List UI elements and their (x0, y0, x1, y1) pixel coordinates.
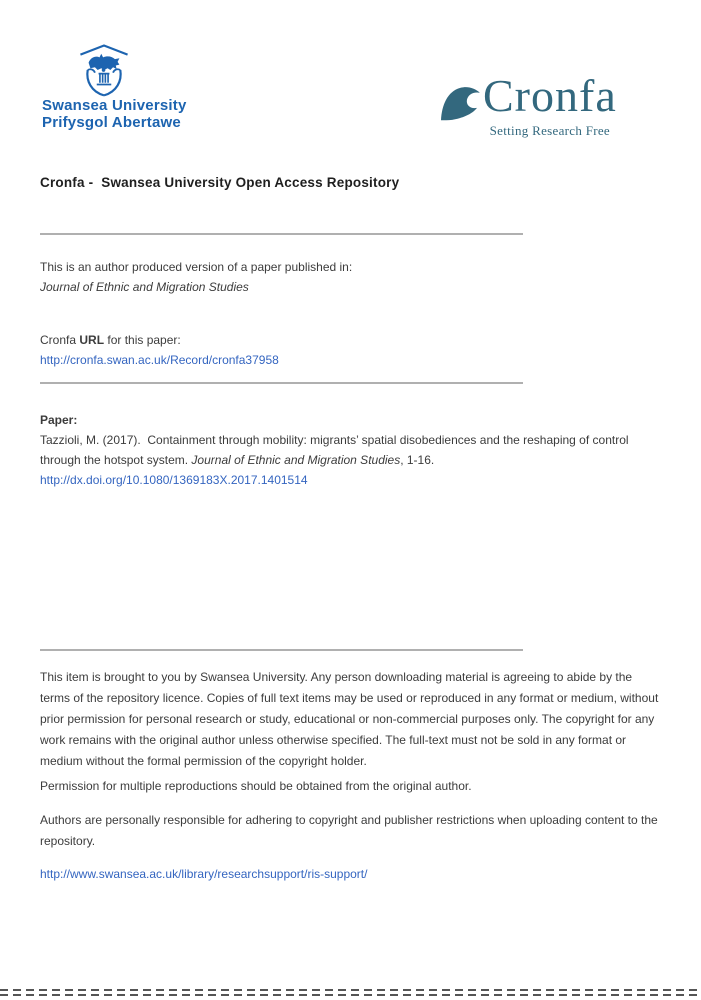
paper-citation (40, 430, 633, 470)
cronfa-record-link[interactable]: http://cronfa.swan.ac.uk/Record/cronfa37958 (40, 353, 279, 367)
swansea-crest-icon (75, 42, 133, 98)
doi-link[interactable]: http://dx.doi.org/10.1080/1369183X.2017.1401514 (40, 473, 308, 487)
swansea-logo-name-cy: Prifysgol Abertawe (42, 114, 181, 131)
cronfa-url-label-bold: URL (79, 333, 105, 347)
published-in-intro: This is an author produced version of a paper published in: (40, 260, 353, 274)
terms-text: This item is brought to you by Swansea University. Any person downloading material is agreeing to abide by the terms of the repository licence. Copies of full text items may be used or reproduced in any format or medium, without prior permission for personal research or study, educational or non-commercial purposes only. The copyright for any work remains with the original author unless otherwise specified. The full-text must not be sold in any format or medium without the formal permission of the copyright holder. (40, 670, 659, 768)
section-divider (40, 649, 523, 651)
swansea-logo-name-en: Swansea University (42, 97, 187, 114)
wave-icon (441, 83, 481, 124)
support-link[interactable]: http://www.swansea.ac.uk/library/researchsupport/ris-support/ (40, 867, 368, 881)
cronfa-url-label (40, 330, 279, 350)
paper-block (40, 410, 633, 490)
swansea-logo (42, 97, 187, 131)
citation-text: Tazzioli, M. (2017). Containment through mobility: migrants’ spatial disobediences and the reshaping of control through the hotspot system. (40, 433, 632, 467)
page-bottom-dashed-line (0, 994, 701, 996)
cronfa-url-block (40, 330, 279, 370)
permission-text: Permission for multiple reproductions should be obtained from the original author. (40, 779, 472, 793)
cronfa-tagline: Setting Research Free (489, 123, 610, 138)
citation-pages: , 1-16. (400, 453, 435, 467)
section-divider (40, 233, 523, 235)
citation-journal: Journal of Ethnic and Migration Studies (191, 453, 401, 467)
journal-name: Journal of Ethnic and Migration Studies (40, 280, 249, 294)
cronfa-url-label-suffix: for this paper: (104, 333, 181, 347)
page-title: Cronfa - Swansea University Open Access Repository (40, 175, 400, 190)
section-divider (40, 382, 523, 384)
published-in-block (40, 257, 352, 297)
authors-text: Authors are personally responsible for adhering to copyright and publisher restrictions when uploading content to the repository. (40, 813, 658, 848)
page-bottom-dashed-line (0, 989, 701, 991)
cronfa-url-label-prefix: Cronfa (40, 333, 80, 347)
paper-heading: Paper: (40, 413, 78, 427)
cronfa-wordmark: Cronfa (483, 70, 617, 121)
